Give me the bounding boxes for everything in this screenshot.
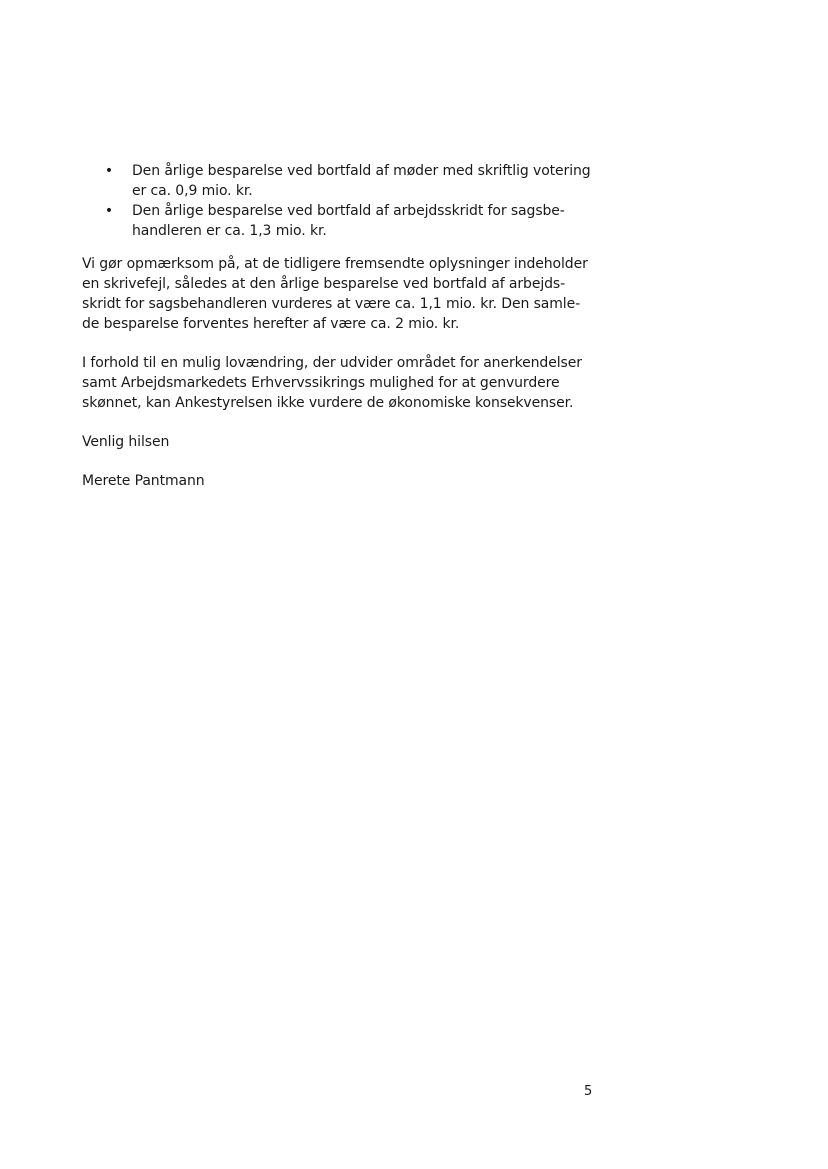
paragraph-line: samt Arbejdsmarkedets Erhvervssikrings mulighed for at genvurdere [82,375,560,391]
closing-greeting: Venlig hilsen [82,434,170,450]
page-number: 5 [584,1084,593,1099]
signature-name: Merete Pantmann [82,473,205,489]
bullet-line: er ca. 0,9 mio. kr. [132,183,253,199]
bullet-item [82,161,602,201]
bullet-line: Den årlige besparelse ved bortfald af arbejdsskridt for sagsbe- [132,203,565,219]
savings-bullet-list [82,161,602,241]
bullet-item [82,201,602,241]
correction-paragraph [82,254,602,334]
bullet-line: handleren er ca. 1,3 mio. kr. [132,223,327,239]
bullet-line: Den årlige besparelse ved bortfald af møder med skriftlig votering [132,163,591,179]
bullet-icon: • [104,203,114,219]
paragraph-line: Vi gør opmærksom på, at de tidligere fremsendte oplysninger indeholder [82,256,588,272]
paragraph-line: de besparelse forventes herefter af være ca. 2 mio. kr. [82,316,460,332]
bullet-icon: • [104,163,114,179]
paragraph-line: en skrivefejl, således at den årlige besparelse ved bortfald af arbejds- [82,276,566,292]
law-change-paragraph [82,353,602,413]
paragraph-line: skønnet, kan Ankestyrelsen ikke vurdere de økonomiske konsekvenser. [82,395,574,411]
letter-body [82,161,602,491]
paragraph-line: I forhold til en mulig lovændring, der udvider området for anerkendelser [82,355,582,371]
paragraph-line: skridt for sagsbehandleren vurderes at være ca. 1,1 mio. kr. Den samle- [82,296,581,312]
